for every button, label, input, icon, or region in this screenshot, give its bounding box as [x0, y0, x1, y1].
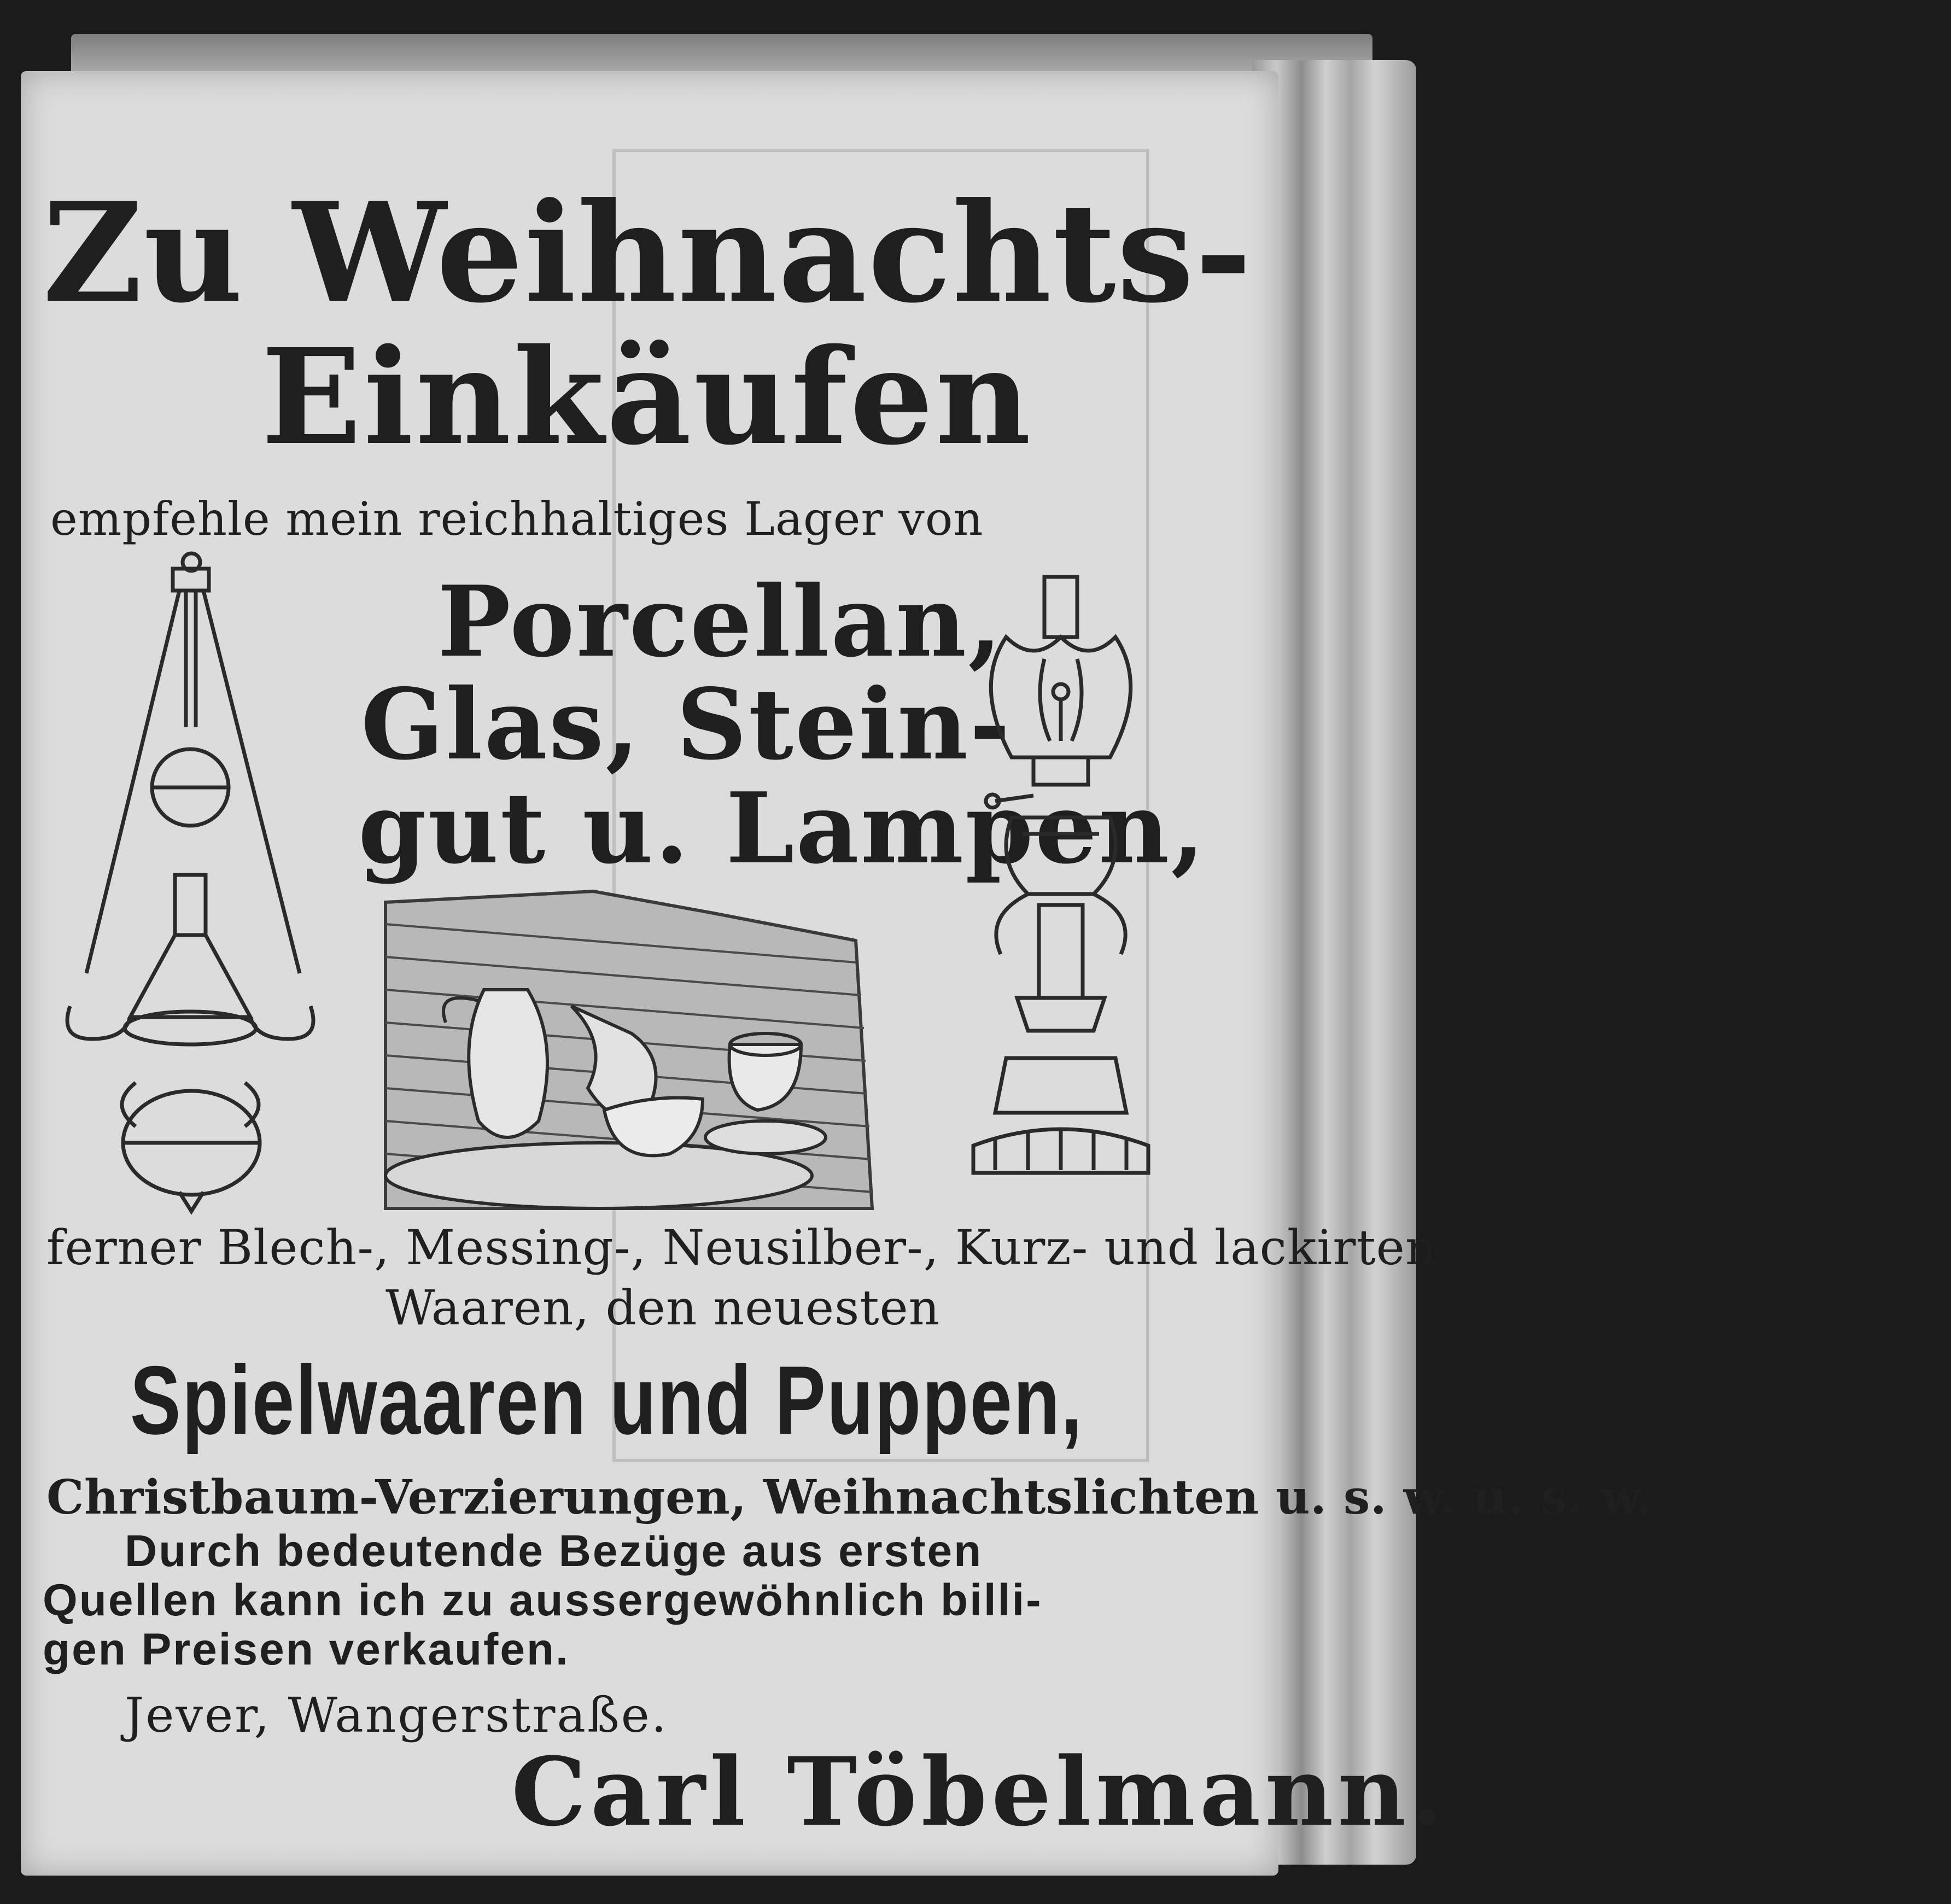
pricing-line-3: gen Preisen verkaufen. [43, 1625, 570, 1674]
porcelain-set-icon [364, 880, 916, 1214]
merchant-signature: Carl Töbelmann. [511, 1736, 1448, 1847]
product-line-3: gut u. Lampen, [358, 771, 1207, 885]
headline-line-1: Zu Weihnachts- [43, 172, 1253, 333]
ferner-line-1: ferner Blech-, Messing-, Neusilber-, Kurz- und lackirten [46, 1219, 1437, 1276]
intro-text: empfehle mein reichhaltiges Lager von [50, 492, 984, 546]
pricing-line-2: Quellen kann ich zu aussergewöhnlich billi- [43, 1575, 1043, 1625]
headline-line-2: Einkäufen [261, 320, 1033, 474]
address-line: Jever, Wangerstraße. [125, 1687, 668, 1743]
christmas-decorations-line: Christbaum-Verzierungen, Weihnachtslichten u. s. w. u. s. w. [46, 1470, 1654, 1525]
hanging-lamp-icon [48, 547, 332, 1225]
pricing-line-1: Durch bedeutende Bezüge aus ersten [125, 1526, 983, 1576]
ferner-line-2: Waaren, den neuesten [385, 1280, 941, 1336]
toys-headline: Spielwaaren und Puppen, [130, 1346, 1084, 1455]
product-line-2: Glas, Stein- [361, 667, 1012, 781]
table-lamp-icon [962, 577, 1159, 1200]
product-line-1: Porcellan, [437, 564, 1004, 679]
